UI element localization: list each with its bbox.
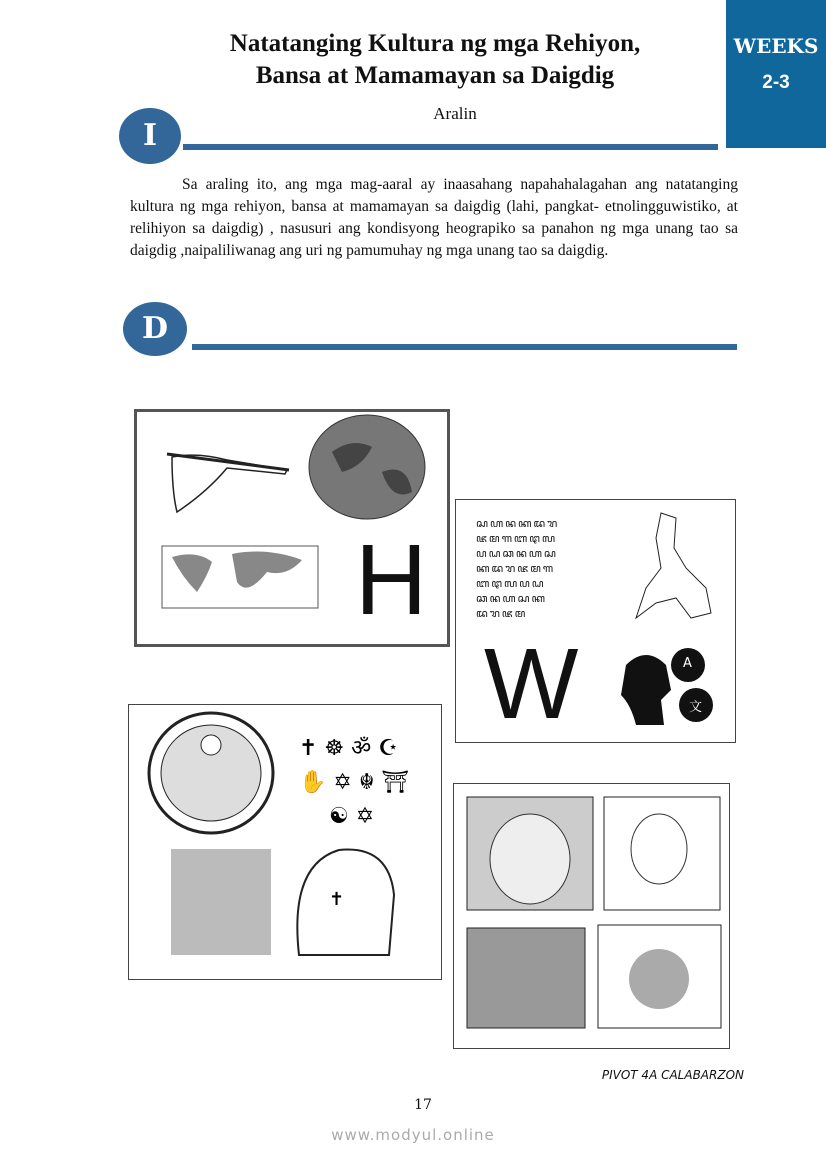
history-image xyxy=(134,409,450,647)
globe-icon xyxy=(309,415,425,519)
section-d-divider xyxy=(192,344,737,350)
lesson-paragraph: Sa araling ito, ang mga mag-aaral ay inaasahang napahahalagahan ang natatanging kultura ng mga rehiyon, bansa at mamamayan sa daigdig (lahi, pangkat- etnolingguwistiko, at relihiyon sa daigdig) , nasusuri ang kondisyong heograpiko sa panahon ng mga unang tao sa daigdig ,naipaliliwanag ang uri ng pamumuhay ng mga unang tao sa daigdig. xyxy=(130,176,738,259)
weeks-badge xyxy=(726,0,826,148)
weeks-value: 2-3 xyxy=(762,72,790,93)
page-number: 17 xyxy=(414,1097,432,1113)
svg-text:✝: ✝ xyxy=(329,889,345,910)
group-meeting-image xyxy=(467,928,585,1028)
svg-text:✋ ✡ ☬ ⛩: ✋ ✡ ☬ ⛩ xyxy=(299,770,410,795)
speech-bubble-a: A xyxy=(683,656,692,671)
section-d-badge: D xyxy=(123,302,187,356)
philippines-map-icon xyxy=(616,508,726,628)
language-image xyxy=(455,499,736,743)
footer-credit: PIVOT 4A CALABARZON xyxy=(601,1068,744,1082)
section-subtitle: Aralin xyxy=(433,104,477,123)
title-line-1: Natatanging Kultura ng mga Rehiyon, xyxy=(229,30,641,57)
section-i-badge: I xyxy=(119,108,181,164)
religion-illustration xyxy=(129,705,441,979)
religion-image xyxy=(128,704,442,980)
baybayin-script: ꦱꦲꦤꦏꦢꦫ ꦗꦩꦒꦧꦛꦭ ꦥꦝꦕꦤꦲꦱ ꦏꦢꦫꦗꦩꦒ ꦧꦛꦭꦥꦝ ꦕꦤꦲꦱꦏ ꦢꦫꦗꦩ xyxy=(476,517,560,620)
weeks-label: WEEKS xyxy=(733,34,819,58)
title-line-2: Bansa at Mamamayan sa Daigdig xyxy=(255,62,615,89)
speech-bubble-b: 文 xyxy=(689,700,703,715)
svg-text:✝ ☸ ॐ ☪: ✝ ☸ ॐ ☪ xyxy=(299,736,398,761)
section-i-divider xyxy=(183,144,718,150)
faces-faith-icon xyxy=(297,850,394,955)
svg-text:☯ ✡: ☯ ✡ xyxy=(329,804,375,829)
language-letter: W xyxy=(484,628,579,740)
people-image xyxy=(453,783,730,1049)
watermark: www.modyul.online xyxy=(331,1126,495,1144)
speaking-head-icon xyxy=(616,645,726,735)
history-letter: H xyxy=(355,524,428,636)
people-group-icon xyxy=(171,849,271,955)
page-title xyxy=(150,28,720,92)
people-illustration xyxy=(454,784,729,1048)
